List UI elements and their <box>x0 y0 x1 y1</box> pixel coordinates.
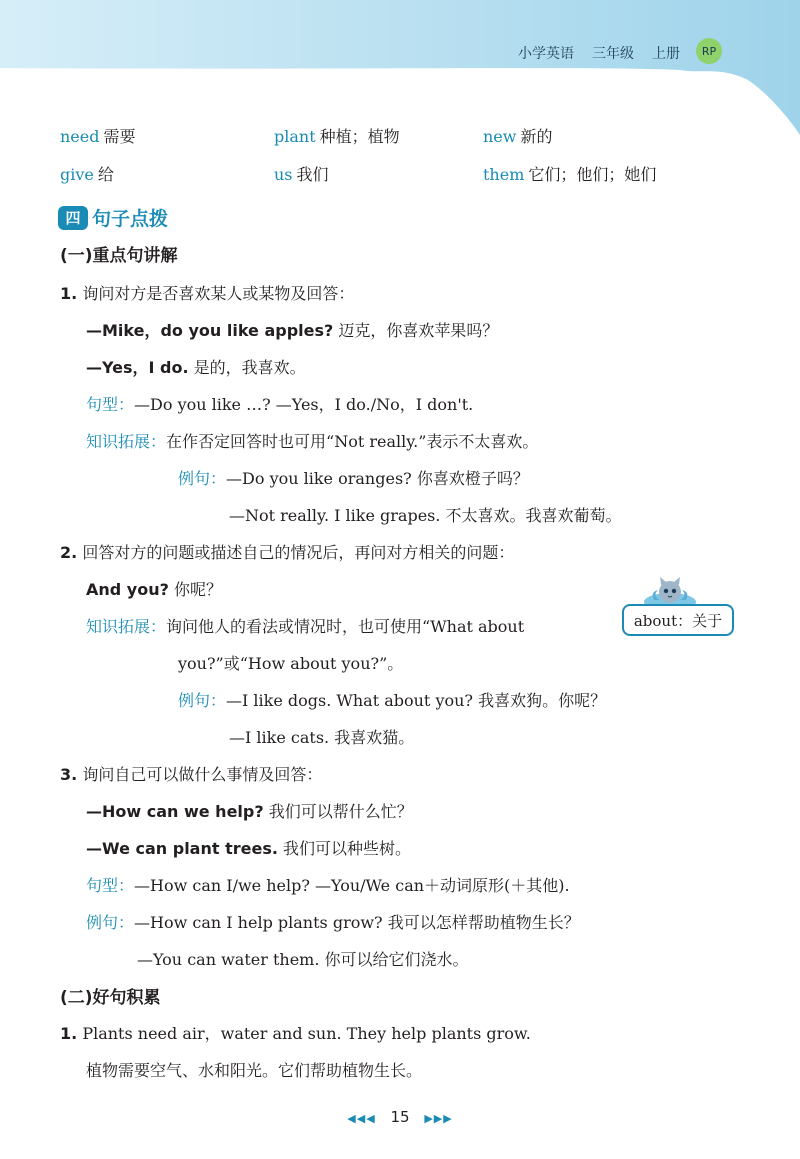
item3-answer <box>86 839 411 859</box>
item2-extension <box>86 617 524 637</box>
item1-example-1 <box>178 469 529 489</box>
item1-example-1-text: —Do you like oranges? 你喜欢橙子吗？ <box>226 469 529 488</box>
vocab-item <box>483 124 552 147</box>
item2-phrase-en: And you? <box>86 580 169 599</box>
vocab-cn: 种植；植物 <box>319 126 400 146</box>
extension-label: 知识拓展： <box>86 617 167 636</box>
item1-extension-text: 在作否定回答时也可用“Not really.”表示不太喜欢。 <box>166 432 539 451</box>
item1-q-cn: 迈克，你喜欢苹果吗？ <box>338 321 499 340</box>
good1-cn: 植物需要空气、水和阳光。它们帮助植物生长。 <box>86 1061 423 1080</box>
item3-a-cn: 我们可以种些树。 <box>283 839 412 858</box>
item3-heading-row <box>60 765 322 785</box>
vocab-en: give <box>60 164 94 184</box>
item3-pattern-text: —How can I/we help? —You/We can＋动词原形(＋其他). <box>134 876 570 895</box>
pattern-label: 句型： <box>86 876 135 895</box>
item1-answer <box>86 358 306 378</box>
item3-example-1-text: —How can I help plants grow? 我可以怎样帮助植物生长？ <box>134 913 580 932</box>
vocab-en: them <box>483 164 525 184</box>
vocab-item <box>483 162 656 185</box>
item2-example-1-text: —I like dogs. What about you? 我喜欢狗。你呢？ <box>226 691 607 710</box>
item3-q-en: —How can we help? <box>86 802 264 821</box>
vocab-list <box>60 116 720 192</box>
vocab-item <box>60 124 274 147</box>
item1-q-en: —Mike，do you like apples? <box>86 321 334 340</box>
prev-arrows-icon: ◀◀◀ <box>347 1112 376 1125</box>
item1-question <box>86 321 498 341</box>
page-footer <box>0 1108 800 1126</box>
part1-title: (一)重点句讲解 <box>60 246 178 266</box>
item2-example-2: —I like cats. 我喜欢猫。 <box>229 728 415 747</box>
item1-pattern-text: —Do you like …? —Yes，I do./No，I don't. <box>134 395 474 414</box>
item3-question <box>86 802 413 822</box>
vocab-en: new <box>483 126 517 146</box>
vocab-item <box>274 124 483 147</box>
item1-number: 1. <box>60 284 78 303</box>
vocab-row <box>60 116 720 154</box>
item3-heading: 询问自己可以做什么事情及回答： <box>82 765 323 784</box>
vocab-item <box>60 162 274 185</box>
item3-pattern <box>86 876 570 896</box>
example-label: 例句： <box>178 691 227 710</box>
item2-phrase-cn: 你呢？ <box>173 580 222 599</box>
vocab-en: us <box>274 164 293 184</box>
section-badge: 四 <box>58 206 88 230</box>
item3-q-cn: 我们可以帮什么忙？ <box>268 802 413 821</box>
part2-title: (二)好句积累 <box>60 988 161 1008</box>
vocab-item <box>274 162 483 185</box>
vocab-en: plant <box>274 126 316 146</box>
item2-heading-row <box>60 543 514 563</box>
item2-example-1 <box>178 691 606 711</box>
page-number: 15 <box>390 1108 410 1126</box>
section-heading <box>58 204 168 231</box>
vocab-cn: 新的 <box>520 126 553 146</box>
example-label: 例句： <box>178 469 227 488</box>
item1-extension <box>86 432 538 452</box>
good1-en: Plants need air，water and sun. They help plants grow. <box>82 1024 531 1043</box>
vocab-cn: 我们 <box>296 164 329 184</box>
vocab-cn: 需要 <box>103 126 136 146</box>
item2-heading: 回答对方的问题或描述自己的情况后，再问对方相关的问题： <box>82 543 515 562</box>
section-title: 句子点拨 <box>92 208 169 230</box>
item1-a-cn: 是的，我喜欢。 <box>193 358 306 377</box>
publisher-badge: RP <box>696 38 722 64</box>
header-volume: 上册 <box>652 46 680 62</box>
vocab-cn: 它们；他们；她们 <box>528 164 657 184</box>
item1-pattern <box>86 395 473 415</box>
item2-extension-text-2: you?”或“How about you?”。 <box>178 654 404 673</box>
example-label: 例句： <box>86 913 135 932</box>
item1-heading: 询问对方是否喜欢某人或某物及回答： <box>82 284 355 303</box>
pattern-label: 句型： <box>86 395 135 414</box>
item1-heading-row <box>60 284 354 304</box>
next-arrows-icon: ▶▶▶ <box>424 1112 453 1125</box>
item2-number: 2. <box>60 543 78 562</box>
header-grade: 三年级 <box>592 46 634 62</box>
item3-number: 3. <box>60 765 78 784</box>
item3-a-en: —We can plant trees. <box>86 839 278 858</box>
vocab-cn: 给 <box>97 164 114 184</box>
item1-example-2: —Not really. I like grapes. 不太喜欢。我喜欢葡萄。 <box>229 506 622 525</box>
item2-phrase <box>86 580 222 600</box>
extension-label: 知识拓展： <box>86 432 167 451</box>
vocab-note-box: about：关于 <box>622 604 734 636</box>
vocab-en: need <box>60 126 100 146</box>
vocab-row <box>60 154 720 192</box>
item2-extension-text-1: 询问他人的看法或情况时，也可使用“What about <box>166 617 525 636</box>
item3-example-1 <box>86 913 580 933</box>
item3-example-2: —You can water them. 你可以给它们浇水。 <box>137 950 469 969</box>
good1-number: 1. <box>60 1024 78 1043</box>
header-text <box>518 43 680 63</box>
header-subject: 小学英语 <box>518 46 574 62</box>
item1-a-en: —Yes，I do. <box>86 358 189 377</box>
good-sentence-1 <box>60 1024 531 1044</box>
